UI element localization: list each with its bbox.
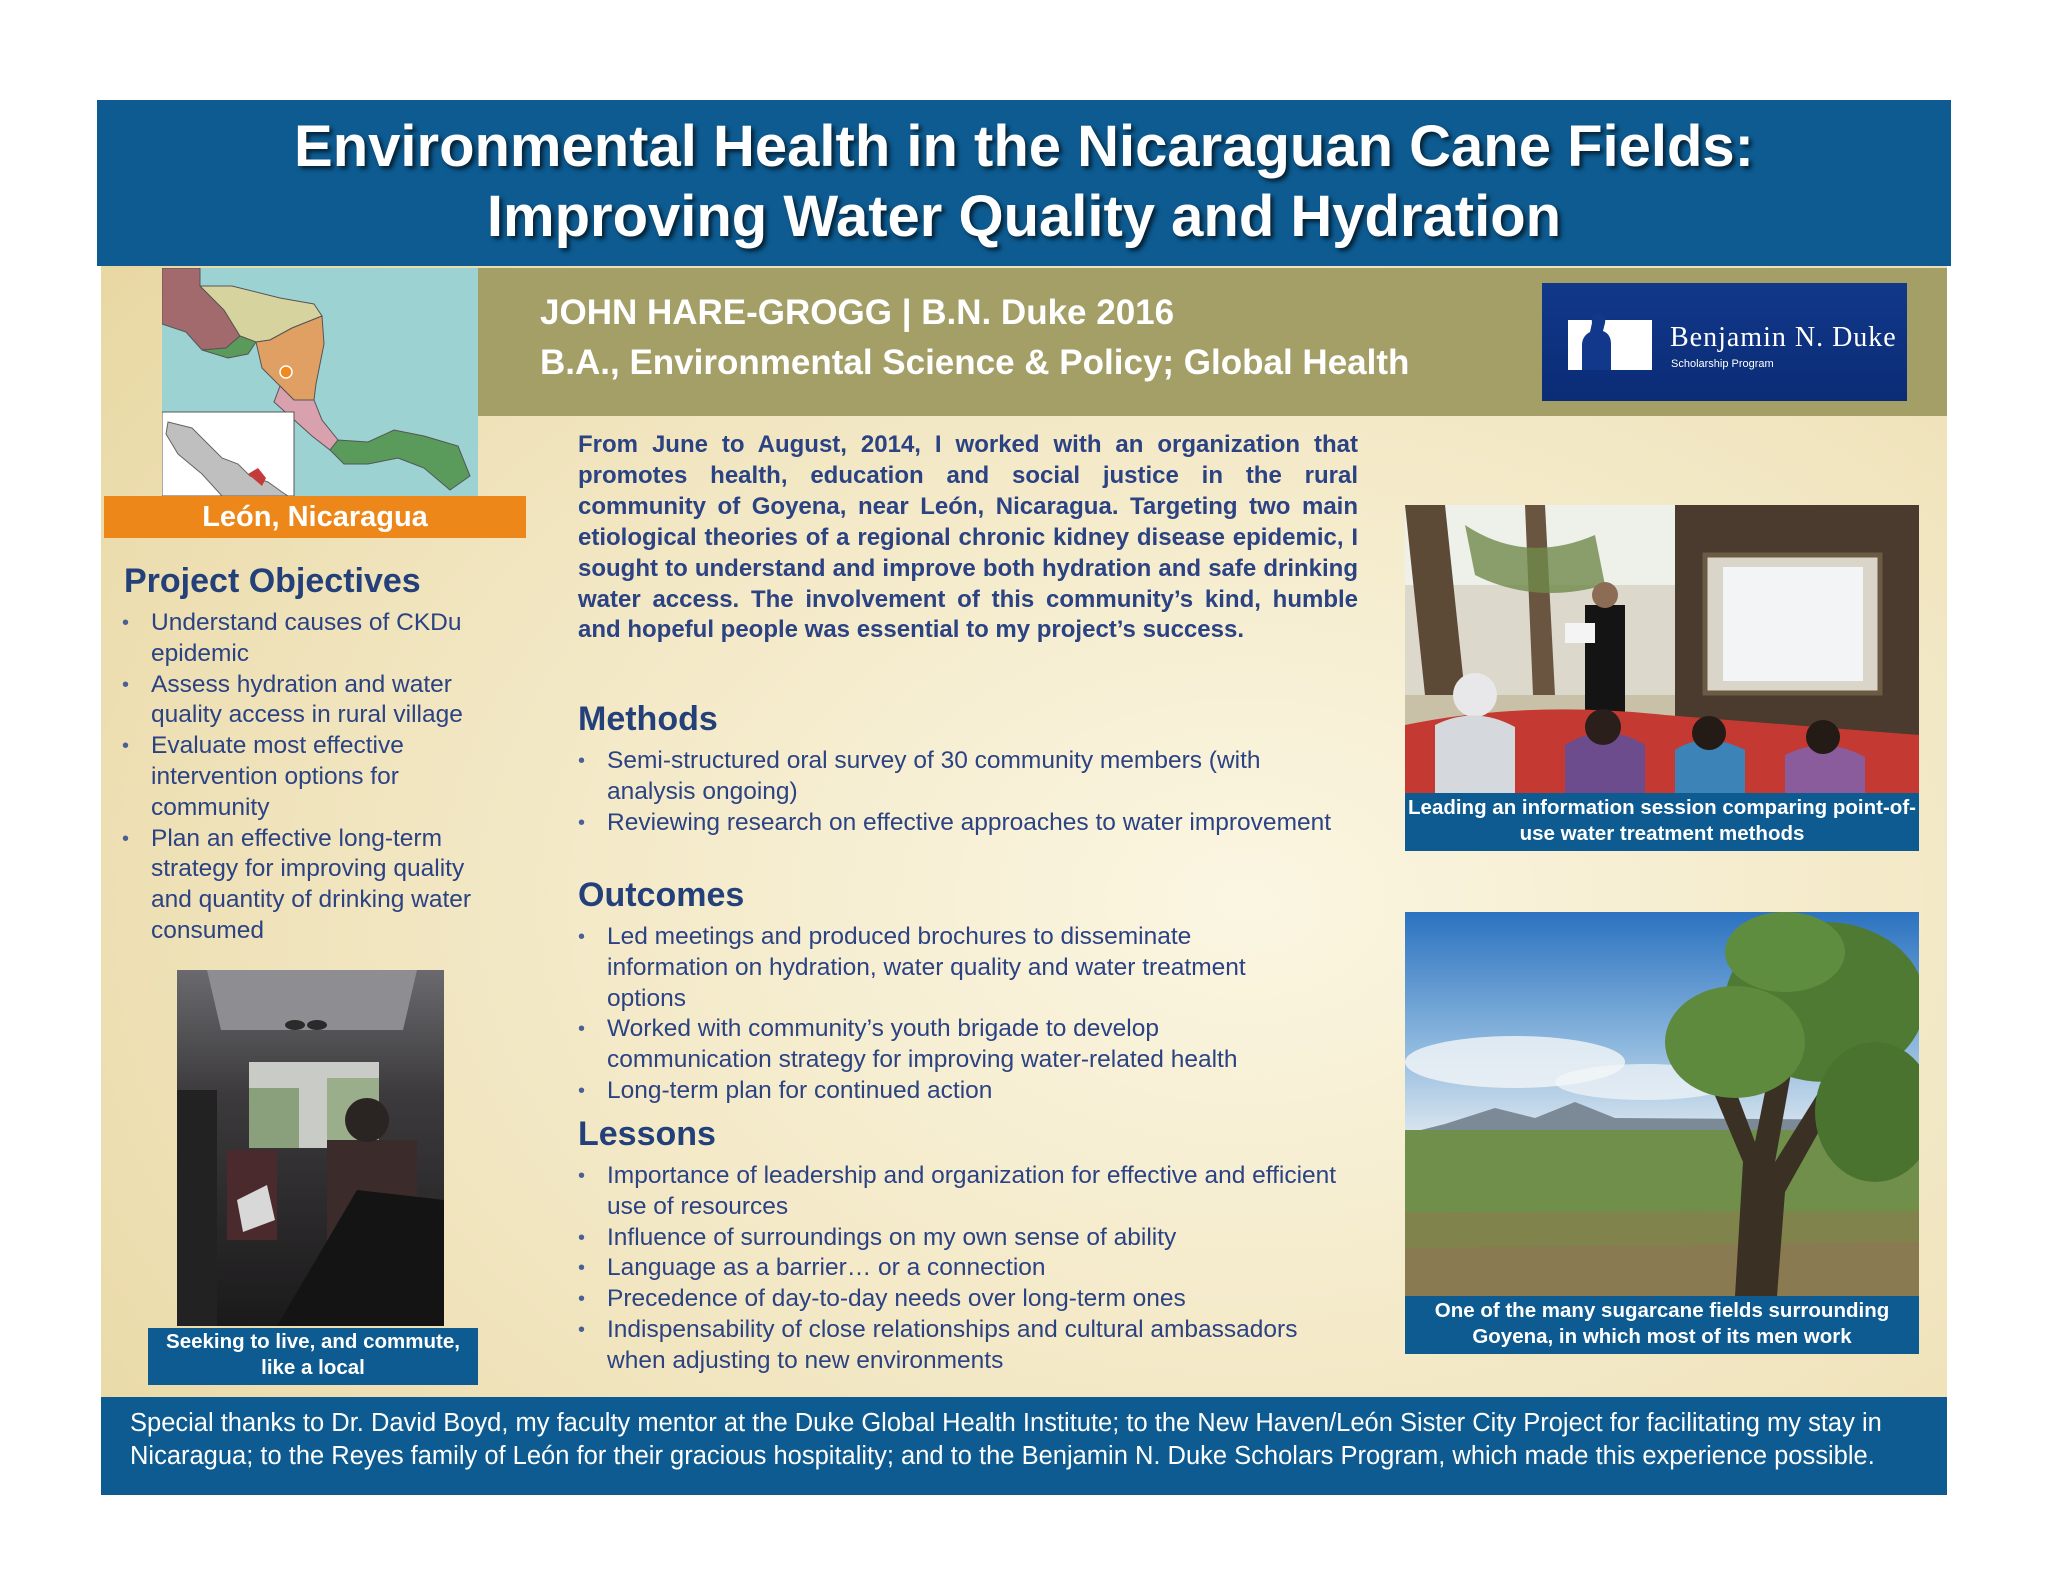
central-america-map xyxy=(162,268,478,497)
sugarcane-field-photo xyxy=(1405,912,1919,1296)
list-item: • Precedence of day-to-day needs over long-term ones xyxy=(578,1284,1348,1315)
list-item: • Understand causes of CKDu epidemic xyxy=(122,608,502,670)
objectives-heading: Project Objectives xyxy=(124,562,421,600)
acknowledgements: Special thanks to Dr. David Boyd, my faculty mentor at the Duke Global Health Institute; to the New Haven/León Sister City Project for facilitating my stay in Nicaragua; to the Reyes family of León for their gracious hospitality; and to the Benjamin N. Duke Scholars Program, which made this experience possible. xyxy=(130,1409,1882,1470)
list-item: • Influence of surroundings on my own sense of ability xyxy=(578,1223,1348,1254)
sugarcane-field-image xyxy=(1405,912,1919,1296)
list-item: • Led meetings and produced brochures to disseminate information on hydration, water quality and water treatment options xyxy=(578,922,1318,1014)
list-item: • Reviewing research on effective approaches to water improvement xyxy=(578,808,1348,839)
leon-marker-icon xyxy=(280,366,292,378)
author-info xyxy=(540,288,1409,388)
objectives-list xyxy=(122,608,502,947)
logo-subtitle: Scholarship Program xyxy=(1671,358,1774,370)
methods-heading: Methods xyxy=(578,700,718,738)
author-name: JOHN HARE-GROGG | B.N. Duke 2016 xyxy=(540,293,1175,332)
lessons-list xyxy=(578,1161,1348,1377)
outcomes-list xyxy=(578,922,1318,1107)
bus-caption: Seeking to live, and commute, like a local xyxy=(148,1328,478,1385)
info-session-photo xyxy=(1405,505,1919,793)
list-item: • Plan an effective long-term strategy for improving quality and quantity of drinking water consumed xyxy=(122,824,502,947)
poster-title xyxy=(97,112,1951,252)
list-item: • Evaluate most effective intervention options for community xyxy=(122,731,502,823)
author-degree: B.A., Environmental Science & Policy; Global Health xyxy=(540,343,1410,382)
title-line-1: Environmental Health in the Nicaraguan Cane Fields: xyxy=(294,114,1754,179)
list-item: • Worked with community’s youth brigade to develop communication strategy for improving water-related health xyxy=(578,1014,1318,1076)
list-item: • Indispensability of close relationships and cultural ambassadors when adjusting to new environments xyxy=(578,1315,1348,1377)
lessons-heading: Lessons xyxy=(578,1115,716,1153)
list-item: • Importance of leadership and organization for effective and efficient use of resources xyxy=(578,1161,1348,1223)
list-item: • Language as a barrier… or a connection xyxy=(578,1253,1348,1284)
methods-list xyxy=(578,746,1348,838)
info-session-caption: Leading an information session comparing point-of-use water treatment methods xyxy=(1405,793,1919,851)
map-graphic xyxy=(162,268,478,496)
title-line-2: Improving Water Quality and Hydration xyxy=(486,184,1562,249)
bus-photo xyxy=(177,970,444,1326)
field-caption: One of the many sugarcane fields surrounding Goyena, in which most of its men work xyxy=(1405,1296,1919,1354)
location-label: León, Nicaragua xyxy=(104,496,526,538)
list-item: • Assess hydration and water quality access in rural village xyxy=(122,670,502,732)
info-session-image xyxy=(1405,505,1919,793)
list-item: • Long-term plan for continued action xyxy=(578,1076,1318,1107)
list-item: • Semi-structured oral survey of 30 community members (with analysis ongoing) xyxy=(578,746,1348,808)
intro-paragraph: From June to August, 2014, I worked with an organization that promotes health, education and social justice in the rural community of Goyena, near León, Nicaragua. Targeting two main etiological theories of a regional chronic kidney disease epidemic, I sought to understand and improve both hydration and safe drinking water access. The involvement of this community’s kind, humble and hopeful people was essential to my project’s success. xyxy=(578,431,1358,644)
bus-interior-image xyxy=(177,970,444,1326)
outcomes-heading: Outcomes xyxy=(578,876,745,914)
logo-name: Benjamin N. Duke xyxy=(1670,322,1897,353)
